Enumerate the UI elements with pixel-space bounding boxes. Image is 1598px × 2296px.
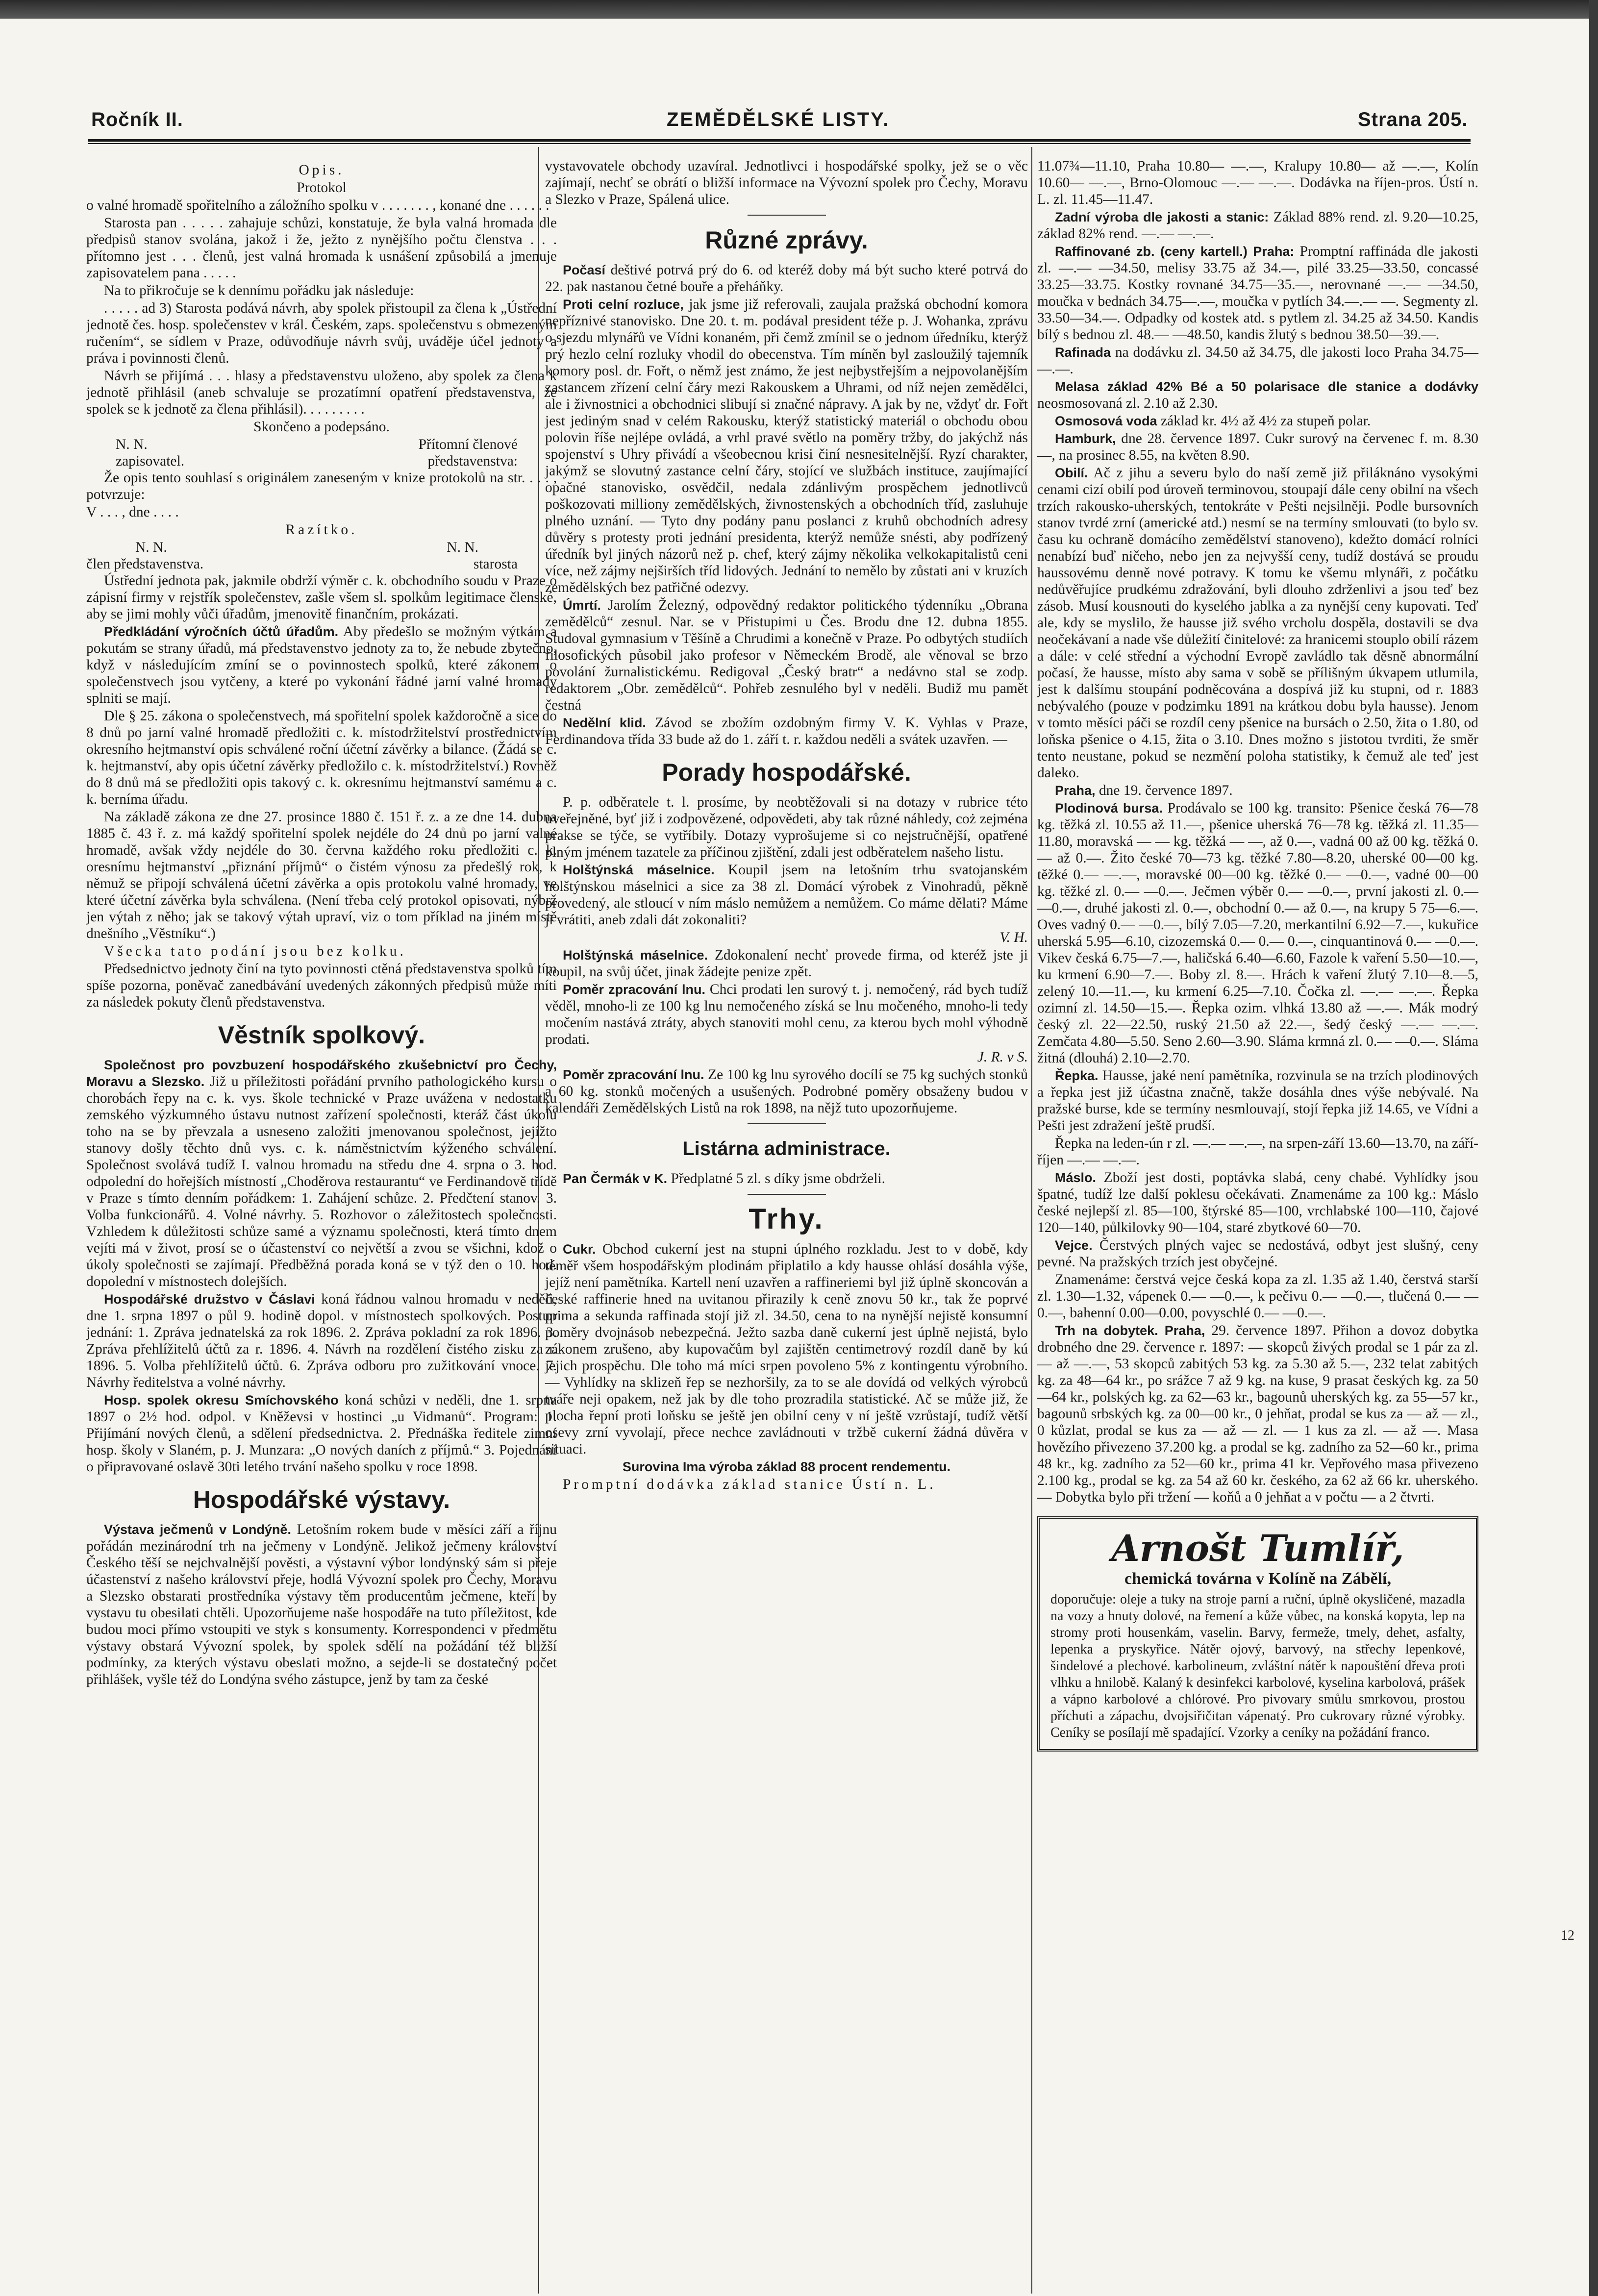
signature: představenstva: (427, 453, 518, 469)
paragraph-heading: Vejce. (1055, 1238, 1093, 1253)
paragraph: Všecka tato podání jsou bez kolku. (104, 943, 406, 959)
paragraph: Trh na dobytek. Praha, 29. července 1897. Přihon a dovoz dobytka drobného dne 29. července r. 1897: — skopců živých prodal se 1 pár za zl. — až —.—, 53 skopců zabitých 53 kg. za 5.30 až 5.—, 232 telat zabitých kg. za 48—64 kr., po srážce 7 až 9 kg. na kuse, 9 prasat českých kg. za 50—64 kr., polských kg. za 62—63 kr., bagounů uherských kg. za 55—57 kr., bagounů srbských kg. za 00—00 kr., 0 jehňat, prodal se kus za — až — zl., 0 kůzlat, prodal se kus za — až — zl. — 1 kus za zl. — až —. Masa hovězího přivezeno 37.200 kg. a prodal se kg. zadního za 52—60 kr., prima 48 kr., kg. zadního za 52—60 kr., prima 41 kr. Vepřového masa přivezeno 2.100 kg., prodal se kg. za 54 až 60 kr. českého, za 62 až 66 kr. uherského. — Dobytka bylo při tržení — koňů a 0 jehňat a v počtu — a 2 čtvrti. (1037, 1323, 1479, 1505)
paragraph: Praha, dne 19. července 1897. (1055, 783, 1233, 798)
paragraph: 11.07¾—11.10, Praha 10.80— —.—, Kralupy 10.80— až —.—, Kolín 10.60— —.—, Brno-Olomouc —.— —.—. Dodávka na říjen-pros. Ústí n. L. zl. 11.45—11.47. (1037, 158, 1478, 207)
column-right (1037, 158, 1478, 1752)
paragraph-heading: Plodinová bursa. (1055, 801, 1163, 815)
separator (748, 1194, 826, 1195)
paragraph: Nedělní klid. Závod se zbožím ozdobným firmy V. K. Vyhlas v Praze, Ferdinandova třída 33 bude až do 1. září t. r. každou neděli a svátek uzavřen. — (545, 715, 1028, 747)
paragraph: P. p. odběratele t. l. prosíme, by neobtěžovali si na dotazy v rubrice této uveřejněné, byť již i zodpovězené, odpovědeti, aby tak různé náhledy, coż zejména prakse se týče, se vytříbily. Dotazy vyprošujeme si co nejstručnější, opatřené plným jménem tazatele za příčinou zjištění, zdali jest odběratelem našeho listu. (545, 794, 1028, 860)
paragraph-heading: Úmrtí. (563, 598, 601, 613)
paragraph: o valné hromadě spořitelního a záložního spolku v . . . . . . . , konané dne . . . . . . (86, 198, 549, 213)
signature: Přítomní členové (418, 437, 518, 452)
section-title-vystavy: Hospodářské výstavy. (193, 1486, 450, 1513)
paragraph-heading: Surovina Ima výroba základ 88 procent rendementu. (622, 1459, 951, 1474)
paragraph-heading: Proti celní rozluce, (563, 297, 684, 312)
paragraph: Holštýnská máselnice. Zdokonalení nechť provede firma, od kteréž jste ji koupil, na svůj účet, jinak žádejte penize zpět. (545, 947, 1028, 980)
paragraph: Plodinová bursa. Prodávalo se 100 kg. transito: Pšenice česká 76—78 kg. těžká zl. 10.55 až 11.—, pšenice uherská 76—78 kg. těžká zl. 11.35—11.80, moravská — — kg. těžká — —, až 0.—, vadná 00 až 00 kg. těžká 0.— až 0.—. Žito české 70—73 kg. těžké 7.80—8.20, uherské 00—00 kg. těžké 0.— —.—, moravské 00—00 kg. těžké 0.— —0.—, vadné 00—00 kg. těžké zl. 0.— —0.—. Ječmen výběr 0.— —0.—, první jakosti zl. 0.— —0.—, druhé jakosti zl. 0.—, obchodní 0.— až 0.—, na krupy 5 75—6.—. Oves vadný 0.— —0.—, bílý 7.05—7.20, merkantilní 6.92—7.—, kukuřice uherská 5.95—6.10, cizozemská 0.— 0.— 0.—, cinquantinová 0.— —0.—. Vikev česká 6.75—7.—, haličská 6.40—6.60, Fazole k vaření 5.50—10.—, ku krmení 6.90—7.—. Boby zl. 8.—. Hrách k vaření žlutý 7.10—8.—5, zelený 10.—11.—, ku krmení 6.25—7.10. Čočka zl. —.— —.—. Řepka ozimní zl. 14.50—15.—. Řepka ozim. vlhká 13.80 až —.—. Mák modrý český zl. 22—22.50, ruský 21.50 až 22.—, šedý český —.— —.—. Zemčata 4.80—5.50. Seno 2.60—3.90. Sláma krmná zl. 0.— —0.—. Sláma žitná (dlouhá) 2.10—2.70. (1037, 800, 1479, 1066)
paragraph-heading: Hosp. spolek okresu Smíchovského (104, 1393, 339, 1407)
paragraph-heading: Holštýnská máselnice. (563, 863, 715, 877)
paragraph-heading: Počasí (563, 263, 606, 277)
advertisement-box (1037, 1516, 1478, 1752)
paragraph: Řepka na leden-ún r zl. —.— —.—, na srpen-září 13.60—13.70, na září-říjen —.— —.—. (1037, 1136, 1478, 1168)
paragraph: Vejce. Čerstvých plných vajec se nedostává, odbyt jest slušný, ceny pevné. Na pražských trzích jest obyčejné. (1037, 1237, 1479, 1270)
paragraph: Raffinované zb. (ceny kartell.) Praha: Promptní raffináda dle jakosti zl. —.— —34.50, melisy 33.75 až 34.—, pilé 33.25—33.50, concassé 33.25—33.75. Kostky rovnané 34.75—35.—, nerovnané —.— —34.50, moučka v bednách 34.75—.—, moučka v pytlích 34.—.— —. Segmenty zl. 33.50—34.—. Odpadky od kostek atd. s pytlem zl. 34.25 až 34.50. Kandis bílý s bednou zl. 48.— —48.50, kandis žlutý s bednou 38.50—39.—. (1037, 244, 1478, 343)
paragraph-heading: Osmosová voda (1055, 414, 1157, 428)
section-title-vestnik: Věstník spolkový. (218, 1021, 425, 1049)
paragraph-heading: Poměr zpracování lnu. (563, 1067, 704, 1082)
paragraph: Obilí. Ač z jihu a severu bylo do naší země již přiláknáno vysokými cenami cizí obilí pod úroveň terminovou, stoupají dále ceny obilní na všech trzích rakousko-uherských, tentokráte v Pešti nejsilněji. Podle bursovních stanov tvrdé zrní (americké atd.) nesmí se na termíny smlouvati (to bylo sv. času ku ochraně domácího zemědělství stanoveno), kdežto domácí rolníci nenabízí buď ničeho, nebo jen za nejvyšší ceny, tudíž dostává se proudu haussovému denně nové potravy. K tomu ke všemu mlynáři, z počátku nedůvěřujíce prudkému zdražování, byli dlouho zdrženlivi a jsou teď bez zásob. Musí kousnouti do kyselého jablka a za nynější ceny kupovati. Teď ale, kdy se myslilo, že hausse již svého vrcholu dospěla, dostavili se dva neočekávaní a nade vše důležití činitelové: za hranicemi stouplo obilí rázem a dále: v celé střední a východní Evropě zavládlo tak děsně abnormální počasí, že hausse, místo aby sama v sobě se přílišným úkvapem utlumila, jest k dalšímu stoupání podněcována a dospívá již ku stupni, od r. 1883 nebývalého (pouze v podzimku 1891 na krátkou dobu byla hausse). Jenom v tomto měsíci páči se rozdíl ceny pšenice na bursách o 2.50, žita o 1.80, od loňska pšenice o 4.15, žita o 3.10. Dnes možno s jistotou tvrditi, že směr tento neustane, pokud se nezmění poloha statistiky, k čemuž ale teď jest daleko. (1037, 465, 1478, 781)
signature-row (86, 453, 557, 469)
opis-title: Opis. (299, 162, 345, 178)
paragraph: Předkládání výročních účtů úřadům. Aby předešlo se možným výtkám a pokutám se strany úřadů, má představenstvo jednoty za to, že nebude zbytečno, když v následujícím zmíní se o povinnostech spolků, které zákonem o společenstvech jsou vytčeny, a které po vykonání řádné jarní valné hromady splniti se mají. (86, 624, 557, 706)
advertiser-name: Arnošt Tumlíř, (1111, 1528, 1404, 1570)
paragraph: Proti celní rozluce, jak jsme již referovali, zaujala pražská obchodní komora nepříznivé stanovisko. Dne 20. t. m. podával president téže p. J. Wohanka, zprávu o sjezdu mlynářů ve Vídni konaném, při čemž zmínil se o jednom úředníku, kterýž prý hezlo celní rozluky vhodil do obecenstva. Tím míněn byl zasloužilý tajemník komory posl. dr. Fořt, o němž jest známo, že jest nejbystřejším a nejpovolanějším zastancem zřízení celní čáry mezi Rakouskem a Uhrami, od níž nejen zemědělci, ale i živnostnici a obchodnici slibují si značné nápravy. A jak by ne, vždyť dr. Fořt jest jediným snad v celém Rakousku, kterýž statistický materiál o obchodu obou polovin říše nejlépe ovládá, a vrhl pravé světlo na poměry tržby, do jakýchž nás spojenství s Uhry přivádí a všeobecnou krisi činí nesnesitelnější. Ryzí charakter, jakýmž se slovutný zastance celní čáry, stojící ve službách instituce, zaujímající opačné stanovisko, osvědčil, nedala zdánlivým prospěchem jednotlivců poškozovati milliony zemědělských, živnostenských a obchodních tříd, zasluhuje plného uznání. — Tyto dny podány panu poslanci z kruhů obchodních adresy důvěry s protesty proti jednání presidenta, kterýž nemůže snésti, aby podřízený úředník byl jiných názorů než p. chef, který zájmy několika velkokapitalistů ceni více, než zájmy nejširších tříd lidových. Jednání to nemělo by zůstati ani v kruzích zemědělských bez patřičné odezvy. (545, 296, 1028, 595)
paragraph: . . . . . ad 3) Starosta podává návrh, aby spolek přistoupil za člena k „Ústřední jednotě čes. hosp. společenstev v král. Českém, zaps. společenstvu s obmezeným ručením“, se sídlem v Praze, odůvodňuje návrh svůj, uváděje účel jednoty a práva i povinnosti členů. (86, 300, 557, 366)
paragraph-heading: Předkládání výročních účtů úřadům. (104, 624, 339, 639)
closing-line: Skončeno a podepsáno. (253, 419, 390, 435)
paragraph: Hospodářské družstvo v Čáslavi koná řádnou valnou hromadu v neděli, dne 1. srpna 1897 o půl 9. hodině dopol. v místnostech spolkových. Postup jednání: 1. Zpráva jednatelská za rok 1896. 2. Zpráva pokladní za rok 1896. 3. Zpráva přehlížitelů účtů za r. 1896. 4. Návrh na rozdělení čistého zisku za r. 1896. 5. Volba přehlížitelů účtů. 6. Zpráva odboru pro zužitkování vnoce. 7. Návrhy ředitelstva a volné návrhy. (86, 1291, 557, 1390)
paragraph: Poměr zpracování lnu. Ze 100 kg lnu syrového docílí se 75 kg suchých stonků a 60 kg. stonků močených a usušených. Podrobné poměry obsaženy budou v kalendáři Zemědělských Listů na rok 1898, na nějž tuto upozorňujeme. (545, 1067, 1028, 1116)
paragraph-heading: Výstava ječmenů v Londýně. (104, 1522, 291, 1537)
section-title-listarna: Listárna administrace. (682, 1138, 891, 1160)
column-divider (1031, 147, 1032, 2294)
paragraph: Holštýnská máselnice. Koupil jsem na letošním trhu svatojanském holštýnskou máselnici a sice za 38 zl. Domácí výrobek z Vinohradů, pěkně provedený, ale stloucí v ním máslo nemůžem a nemůžem. Co máme dělati? Máme ji vrátiti, aneb zdali dát zokonaliti? (545, 862, 1028, 928)
column-middle (545, 158, 1028, 1494)
paragraph: Počasí deštivé potrvá prý do 6. od kteréž doby má být sucho které potrvá do 22. pak nastanou četné bouře a přeháňky. (545, 262, 1028, 295)
paragraph: Zadní výroba dle jakosti a stanic: Základ 88% rend. zl. 9.20—10.25, základ 82% rend. —.— —.—. (1037, 209, 1478, 242)
section-title-trhy: Trhy. (749, 1203, 824, 1235)
signature: starosta (473, 556, 518, 572)
paragraph: Osmosová voda základ kr. 4½ až 4½ za stupeň polar. (1055, 413, 1371, 429)
paragraph: Hosp. spolek okresu Smíchovského koná schůzi v neděli, dne 1. srpna 1897 o 2½ hod. odpol. v Kněževsi v hostinci „u Vidmanů“. Program: 1. Přijímání nových členů, a sdělení předsednictva. 2. Přednáška ředitele zimní hosp. školy v Slaném, p. J. Munzara: „O nových daních z příjmů.“ 3. Pojednání o připravované oslavě 30ti letého trvání našeho spolku v roce 1898. (86, 1392, 557, 1475)
paragraph: Na to přikročuje se k dennímu pořádku jak následuje: (104, 283, 414, 298)
author-initials: J. R. v S. (977, 1049, 1028, 1065)
paragraph: Pan Čermák v K. Předplatné 5 zl. s díky jsme obdrželi. (563, 1171, 885, 1186)
masthead-title: ZEMĚDĚLSKÉ LISTY. (667, 109, 890, 130)
paragraph-heading: Holštýnská máselnice. (563, 948, 708, 963)
paragraph: Znamenáme: čerstvá vejce česká kopa za zl. 1.35 až 1.40, čerstvá starší zl. 1.30—1.32, vápenek 0.— —0.—, k pečivu 0.— —0.—, tlučená 0.— —0.—, bahenní 0.00—0.00, povyschlé 0.— —0.—. (1037, 1272, 1478, 1321)
paragraph-heading: Pan Čermák v K. (563, 1171, 668, 1186)
paragraph: Melasa základ 42% Bé a 50 polarisace dle stanice a dodávky neosmosovaná zl. 2.10 až 2.30. (1037, 379, 1478, 411)
paragraph-heading: Nedělní klid. (563, 716, 646, 730)
paragraph: Řepka. Hausse, jaké není pamětníka, rozvinula se na trzích plodinových a řepka jest již účastna značně, takže dosáhla dnes výše nebývalé. Na pražské burse, kde se termíny nesmlouvají, stojí řepka již 14.65, ve Vídni a Pešti jest zdražení ještě prudší. (1037, 1068, 1478, 1134)
paragraph-heading: Cukr. (563, 1242, 596, 1257)
paragraph: Společnost pro povzbuzení hospodářského zkušebnictví pro Čechy, Moravu a Slezsko. Již u příležitosti pořádání prvního pathologického kursu o chorobách řepy na c. k. vys. škole technické v Praze uvážena v nedostatku zemského výzkumného ústavu nutnost zařízení společnosti, kteráž část úkolu toho na se by převzala a usneseno založiti jmenovanou společnost, jejížto stanovy došly těchto dnů vys. c. k. náměstnictvím kýženého schválení. Společnost svolává tudíž I. valnou hromadu na středu dne 4. srpna o 3. hod. odpolední do hořejších místností „Choděrova restaurantu“ ve Ferdinandově třídě v Praze s tímto denním pořádkem: 1. Zahájení schůze. 2. Předčtení stanov. 3. Volba funkcionářů. 4. Volné návrhy. 5. Rozhovor o záležitostech společnosti. Vzhledem k důležitosti schůze samé a významu společnosti, která tímto dnem vejíti má v život, prosí se o účastenství co největší a zvou se všichni, kdož o úkoly společnosti se zajímají. Předběžná porada koná se v týž den o 10. hod. dopolední v místnostech dolejších. (86, 1058, 557, 1289)
paragraph: Starosta pan . . . . . zahajuje schůzi, konstatuje, že byla valná hromada dle předpisů stanov svolána, jakož i že, ježto z nynějšího počtu členstva . . . přítomno jest . . . členů, jest valná hromada k usnášení způsobilá a jmenuje zapisovatelem pana . . . . . (86, 215, 557, 281)
paragraph-heading: Společnost pro povzbuzení hospodářského zkušebnictví pro Čechy, Moravu a Slezsko. (86, 1058, 557, 1089)
stamp-label: Razítko. (285, 522, 358, 538)
section-title-porady: Porady hospodářské. (662, 759, 911, 786)
author-initials: V. H. (999, 930, 1028, 945)
paragraph: Promptní dodávka základ stanice Ústí n. L. (563, 1477, 936, 1492)
signature: zapisovatel. (116, 453, 185, 469)
paragraph: Rafinada na dodávku zl. 34.50 až 34.75, dle jakosti loco Praha 34.75— —.—. (1037, 345, 1479, 377)
paragraph: Poměr zpracování lnu. Chci prodati len surový t. j. nemočený, rád bych tudíž věděl, mnoho-li ze 100 kg lnu nemočeného získá se lnu močeného, mnoho-li tedy močením nastává ztráty, abych stanoviti mohl cenu, za kterou bych mohl výhodně prodati. (545, 982, 1028, 1047)
signature: člen představenstva. (86, 556, 204, 572)
header-rule (88, 139, 1471, 142)
page-number: Strana 205. (1358, 109, 1468, 130)
paragraph-heading: Praha, (1055, 783, 1096, 798)
paragraph: Že opis tento souhlasí s originálem zaneseným v knize protokolů na str. . . . , potvrzuje: (86, 470, 557, 502)
scan-edge-top (0, 0, 1598, 19)
section-title-ruzne: Různé zprávy. (705, 226, 868, 254)
header-rule-thin (88, 143, 1471, 144)
paragraph: Návrh se přijímá . . . hlasy a představenstvu uloženo, aby spolek za člena k jednotě přihlásil (aneb schvaluje se prozatímní opatření představenstva, že spolek se k jednotě za člena přihlásil). . . . . . . . . (86, 368, 557, 417)
paragraph: Cukr. Obchod cukerní jest na stupni úplného rozkladu. Jest to v době, kdy téměř všem hospodářským plodinám připlatilo a kdy hausse ohlásí dosáhla výše, jejíž není pamětníka. Kartell není uzavřen a raffineriemi byl již úplně skoncován a české raffinerie hned na uvitanou přirazily k ceně znovu 50 kr., tak že poprvé prima a sekunda raffinada stojí již zl. 34.50, cena to na nynější nejistě konsumní poměry dvojnásob nebezpečná. Ježto sazba daně cukerní jest úplně nejistá, bylo zákonem zrušeno, aby kupovačům byl zajištěn centimetrový rozdíl daně by kú jejich prospěchu. Dle toho má míci srpen povoleno 5% z kontingentu výrobního. — Vyhlídky na sklizeň řep se nezhoršily, za to se ale dovídá od velkých výrobců tváře neji opakem, než jak by dle toho prozradila statistické. Ač se může již, že plocha řepní proti loňsku se ještě jen obilní ceny v ní ještě vzrůstají, tudíž větší osevy zrní vyvolají, přece nechce zavládnouti v tržbě cukerní žádná důvěra v situaci. (545, 1241, 1028, 1457)
paragraph: Dle § 25. zákona o společenstvech, má spořitelní spolek každoročně a sice do 8 dnů po jarní valné hromadě předložiti c. k. místodržitelství prostřednictvím okresního hejtmanství opis schválené roční účetní závěrky a bilance. (Žádá se c. k. hejtmanství, aby opis účetní závěrky předložilo c. k. místodržitelství.) Rovněž do 8 dnů má se předložiti opis takový c. k. okresnímu hejtmanství samému a c. k. berníma úřadu. (86, 708, 557, 807)
paragraph-heading: Zadní výroba dle jakosti a stanic: (1055, 210, 1269, 224)
paragraph: vystavovatele obchody uzavíral. Jednotlivci i hospodářské spolky, jež se o věc zajímají, nechť se obrátí o bližší informace na Vývozní spolek pro Čechy, Moravu a Slezko v Praze, Spálená ulice. (545, 158, 1028, 207)
paragraph: Na základě zákona ze dne 27. prosince 1880 č. 151 ř. z. a ze dne 14. dubna 1885 č. 43 ř. z. má každý spořitelní spolek nejdéle do 24 dnů po jarní valné hromadě, avšak vždy nejdéle do 30. června každého roku předložiti c. k. oresnímu hejtmanství „přiznání příjmů“ o čistém výnosu za předešlý rok, k němuž se připojí schválená účetní závěrka a opis protokolu valné hromady, ve které účetní závěrka byla schválena. (Není třeba celý protokol opisovati, nýbrž jen výtah z něho; jak se takový výtah upraví, viz o tom příklad na jiném místě dnešního „Věstníku“.) (86, 809, 557, 941)
separator (748, 215, 826, 216)
paragraph: Úmrtí. Jarolím Železný, odpovědný redaktor politického týdenníku „Obrana zemědělců“ zesnul. Nar. se v Přistupimi u Čes. Brodu dne 12. dubna 1855. Studoval gymnasium v Těšíně a Chrudimi a konečně v Praze. Po odbytých studiích filosofických působil jako profesor v Německém Brodě, ale věnoval se brzo povolání žurnalistickému. Redigoval „Český bratr“ a nedávno stal se zodp. redaktorem „Obr. zemědělců“. Pohřeb zesnulého byl v neděli. Budiž mu pamět čestná (545, 597, 1028, 713)
signature-row (86, 436, 557, 453)
advertisement-text: doporučuje: oleje a tuky na stroje parní a ruční, úplně okysličené, mazadla na vozy a hnuty dolové, na řemení a kůže vůbec, na konská kopyta, lep na stromy proti housenkám, vaselin. Barvy, fermeže, tmely, dehet, asfalty, lepenka a pryskyřice. Nátěr ojový, barvový, na střechy lepenkové, šindelové a plechové. karbolineum, zvláštní nátěr k napouštění dřeva proti vlhku a hnilobě. Kalaný k desinfekci karbolové, kyselina karbolová, prášek a vápno karbolové a chlórové. Pro pivovary smůlu smrkovou, prostou příchuti a zápachu, dvojsiřičitan vápenatý. Pro cukrovary různé výrobky. Ceníky se posílají mě spadající. Vzorky a ceníky na požádání franco. (1050, 1592, 1465, 1740)
signature-row (86, 556, 557, 572)
paragraph: Ústřední jednota pak, jakmile obdrží výměr c. k. obchodního soudu v Praze o zápisní firmy v rejstřík společenstev, zašle všem sl. spolkům legitimace členské, aby se jimi mohly vůči úřadům, jmenovitě finančním, prokázati. (86, 573, 557, 622)
paragraph: Máslo. Zboží jest dosti, poptávka slabá, ceny chabé. Vyhlídky jsou špatné, tudíž lze další poklesu očekávati. Znamenáme za 100 kg.: Máslo české nejlepší zl. 85—100, štýrské 85—100, vrchlabské 100—110, čajové 120—140, půlkilovky 90—104, staré zbytkové 60—70. (1037, 1170, 1479, 1235)
place-date: V . . . , dne . . . . (86, 504, 179, 520)
ad-number: 12 (1561, 1928, 1574, 1943)
paragraph: Předsednictvo jednoty činí na tyto povinnosti ctěná představenstva spolků tím spíše pozorna, poněvač zanedbávání uvedených zákonných předpisů může míti za následek pokuty členů představenstva. (86, 961, 557, 1010)
paragraph-heading: Obilí. (1055, 466, 1088, 480)
signature-row (86, 539, 557, 556)
paragraph-heading: Řepka. (1055, 1068, 1099, 1083)
signature: N. N. (447, 540, 478, 555)
separator (748, 1123, 826, 1124)
paragraph-heading: Trh na dobytek. Praha, (1055, 1323, 1205, 1338)
signature: N. N. (135, 540, 167, 555)
column-left (86, 162, 557, 1689)
paragraph-heading: Poměr zpracování lnu. (563, 982, 706, 997)
paragraph-heading: Hospodářské družstvo v Čáslavi (104, 1292, 315, 1307)
paragraph-heading: Melasa základ 42% Bé a 50 polarisace dle stanice a dodávky (1055, 379, 1478, 394)
paragraph: Výstava ječmenů v Londýně. Letošním rokem bude v měsíci září a říjnu pořádán mezinárodní trh na ječmeny v Londýně. Jelikož ječmeny království Českého těší se nejchvalnější pověsti, a výstavní výbor londýnský sám si přeje účastenství z našeho království přeje, hodlá Vývozní spolek pro Čechy, Moravu a Slezsko obstarati prostředníka výstavy těm producentům ječmene, kteří by vystavu tu obesilati chtěli. Upozorňujeme naše hospodáře na tuto příležitost, kde budou moci přímo vstoupiti ve styk s konsumenty. Korrespondenci v předmětu výstavy obstará Vývozní spolek, by spolek sdělí na požádání též bližší podmínky, za kterých výstavu obeslati možno, a sejde-li se dostatečný počet přihlášek, vyšle též do Londýna svého zástupce, jenž by tam za české (86, 1522, 557, 1687)
protokol-title: Protokol (297, 180, 347, 196)
paragraph-heading: Máslo. (1055, 1170, 1097, 1185)
volume-label: Ročník II. (91, 109, 183, 130)
advertiser-subtitle: chemická továrna v Kolíně na Zábělí, (1124, 1570, 1391, 1588)
signature: N. N. (116, 437, 148, 452)
paragraph-heading: Rafinada (1055, 345, 1111, 360)
paragraph: Hamburk, dne 28. července 1897. Cukr surový na červenec f. m. 8.30—, na prosinec 8.55, na květen 8.90. (1037, 431, 1478, 463)
paragraph-heading: Raffinované zb. (ceny kartell.) Praha: (1055, 244, 1295, 259)
paragraph-heading: Hamburk, (1055, 431, 1116, 446)
scan-edge-right (1589, 0, 1598, 2296)
